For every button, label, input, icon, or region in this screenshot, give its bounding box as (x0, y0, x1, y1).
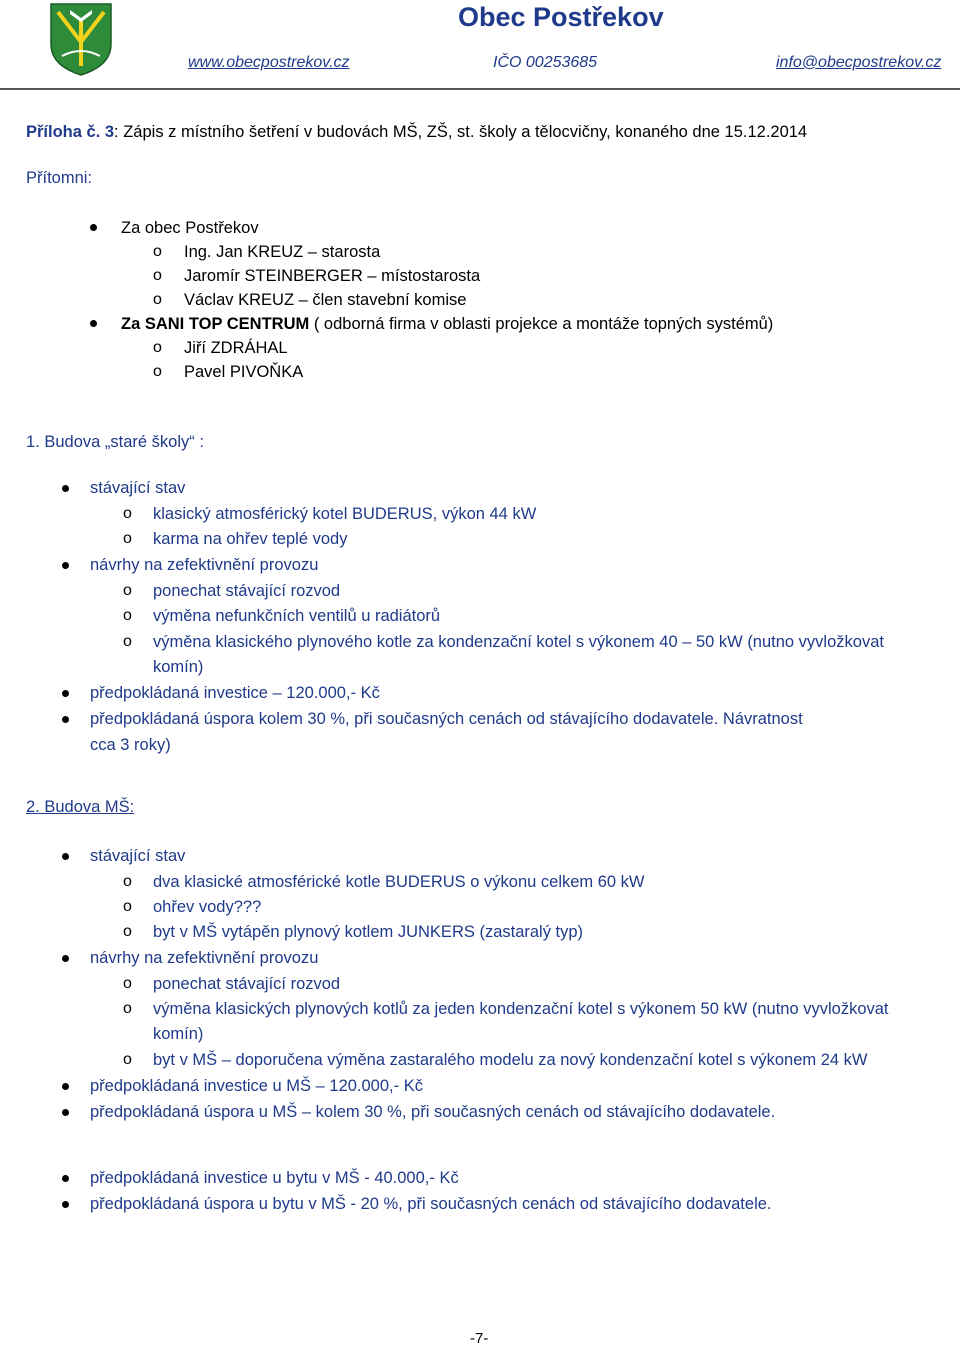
present-person: Jiří ZDRÁHAL (184, 339, 288, 357)
document-title (26, 122, 807, 142)
present-person: Pavel PIVOŇKA (184, 363, 304, 381)
flat-savings-estimate: předpokládaná úspora u bytu v MŠ - 20 %, při současných cenách od stávajícího dodavatele. (90, 1195, 772, 1213)
proposals-label: návrhy na zefektivnění provozu (90, 556, 319, 574)
bullet-icon (62, 1109, 69, 1116)
coat-of-arms-logo (48, 2, 114, 76)
current-state-item: karma na ohřev teplé vody (153, 530, 348, 548)
bullet-icon (62, 1083, 69, 1090)
circle-bullet-icon: o (123, 607, 132, 624)
ico-number: IČO 00253685 (493, 54, 598, 71)
circle-bullet-icon: o (123, 975, 132, 992)
proposal-item: výměna klasických plynových kotlů za jeden kondenzační kotel s výkonem 50 kW (nutno vyvložkovat (153, 1000, 889, 1018)
circle-bullet-icon: o (153, 339, 162, 356)
proposal-item: byt v MŠ – doporučena výměna zastaralého modelu za nový kondenzační kotel s výkonem 24 kW (153, 1051, 868, 1069)
attachment-label: Příloha č. 3 (26, 123, 115, 141)
circle-bullet-icon: o (123, 873, 132, 890)
circle-bullet-icon: o (153, 267, 162, 284)
present-person: Jaromír STEINBERGER – místostarosta (184, 267, 481, 285)
present-person: Ing. Jan KREUZ – starosta (184, 243, 381, 261)
email-link[interactable]: info@obecpostrekov.cz (776, 54, 942, 71)
proposal-item: výměna klasického plynového kotle za kondenzační kotel s výkonem 40 – 50 kW (nutno vyvložkovat (153, 633, 884, 651)
circle-bullet-icon: o (123, 530, 132, 547)
bullet-icon (62, 853, 69, 860)
proposal-item-continuation: komín) (153, 1025, 204, 1043)
savings-estimate: předpokládaná úspora kolem 30 %, při současných cenách od stávajícího dodavatele. Návratnost (90, 710, 803, 728)
circle-bullet-icon: o (123, 1051, 132, 1068)
current-state-item: klasický atmosférický kotel BUDERUS, výkon 44 kW (153, 505, 537, 523)
letterhead (0, 0, 960, 92)
circle-bullet-icon: o (153, 363, 162, 380)
website-link[interactable]: www.obecpostrekov.cz (188, 54, 350, 71)
present-person: Václav KREUZ – člen stavební komise (184, 291, 467, 309)
circle-bullet-icon: o (123, 898, 132, 915)
proposal-item: ponechat stávající rozvod (153, 582, 341, 600)
bullet-icon (62, 1175, 69, 1182)
bullet-icon (62, 1201, 69, 1208)
current-state-item: dva klasické atmosférické kotle BUDERUS o výkonu celkem 60 kW (153, 873, 645, 891)
section-1-title: 1. Budova „staré školy“ : (26, 433, 204, 451)
circle-bullet-icon: o (123, 505, 132, 522)
present-group-label (121, 314, 773, 334)
circle-bullet-icon: o (123, 1000, 132, 1017)
present-label: Přítomni: (26, 169, 93, 187)
bullet-icon (62, 690, 69, 697)
circle-bullet-icon: o (153, 291, 162, 308)
current-state-item: byt v MŠ vytápěn plynový kotlem JUNKERS (zastaralý typ) (153, 923, 584, 941)
savings-estimate-continuation: cca 3 roky) (90, 736, 171, 754)
org-name: Obec Postřekov (458, 2, 664, 32)
investment-estimate: předpokládaná investice – 120.000,- Kč (90, 684, 380, 702)
bullet-icon (90, 320, 97, 327)
company-description: ( odborná firma v oblasti projekce a montáže topných systémů) (309, 315, 774, 333)
page-number: -7- (470, 1330, 489, 1347)
header-divider (0, 88, 960, 90)
proposal-item-continuation: komín) (153, 658, 204, 676)
current-state-item: ohřev vody??? (153, 898, 262, 916)
investment-estimate: předpokládaná investice u MŠ – 120.000,- Kč (90, 1077, 423, 1095)
present-group-label: Za obec Postřekov (121, 219, 259, 237)
bullet-icon (62, 716, 69, 723)
current-state-label: stávající stav (90, 847, 186, 865)
circle-bullet-icon: o (123, 633, 132, 650)
bullet-icon (62, 955, 69, 962)
bullet-icon (90, 224, 97, 231)
section-2-title: 2. Budova MŠ: (26, 798, 135, 816)
company-name: Za SANI TOP CENTRUM (121, 315, 310, 333)
circle-bullet-icon: o (153, 243, 162, 260)
circle-bullet-icon: o (123, 582, 132, 599)
bullet-icon (62, 562, 69, 569)
proposal-item: výměna nefunkčních ventilů u radiátorů (153, 607, 441, 625)
proposal-item: ponechat stávající rozvod (153, 975, 341, 993)
proposals-label: návrhy na zefektivnění provozu (90, 949, 319, 967)
savings-estimate: předpokládaná úspora u MŠ – kolem 30 %, při současných cenách od stávajícího dodavatele. (90, 1103, 776, 1121)
flat-investment-estimate: předpokládaná investice u bytu v MŠ - 40.000,- Kč (90, 1169, 459, 1187)
bullet-icon (62, 485, 69, 492)
current-state-label: stávající stav (90, 479, 186, 497)
title-text: : Zápis z místního šetření v budovách MŠ, ZŠ, st. školy a tělocvičny, konaného dne 15.12.2014 (114, 123, 808, 141)
circle-bullet-icon: o (123, 923, 132, 940)
